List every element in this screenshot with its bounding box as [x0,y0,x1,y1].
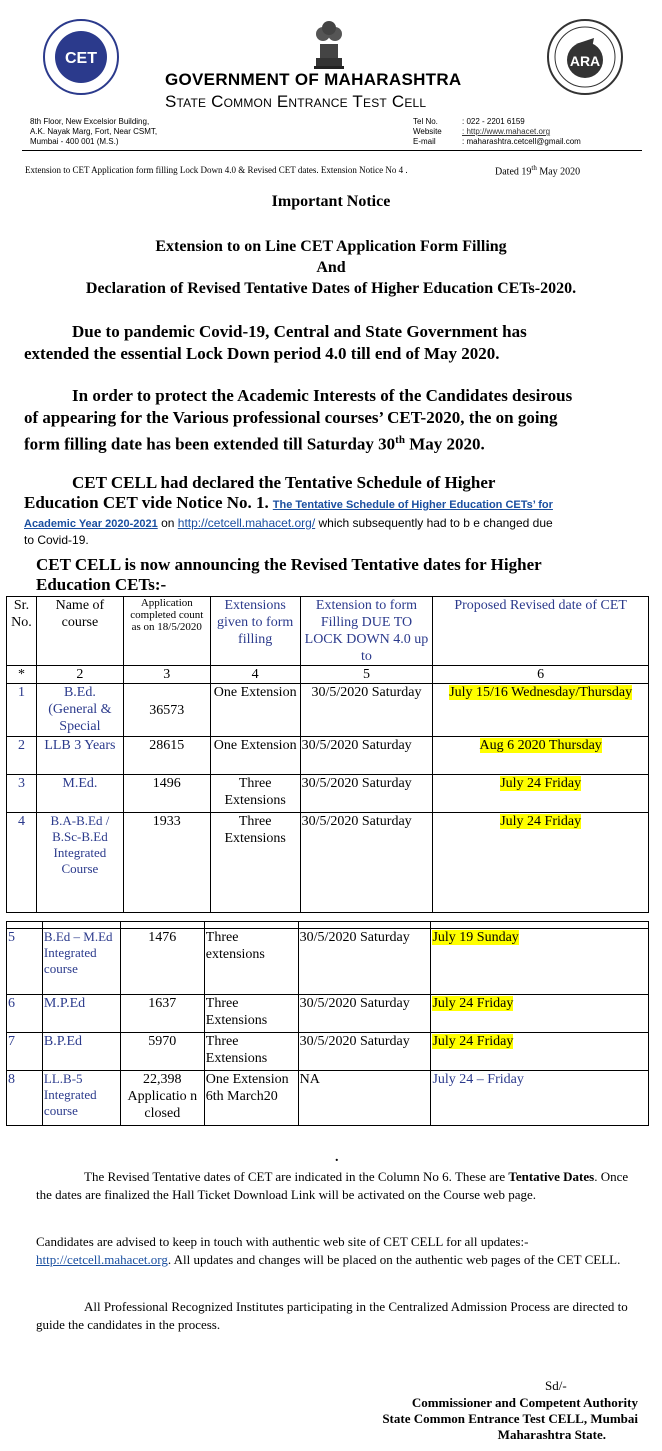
table-row: 5 B.Ed – M.Ed Integrated course 1476 Three extensions 30/5/2020 Saturday July 19 Sunday [7,929,649,995]
header-rule [22,150,642,151]
para-lockdown: Due to pandemic Covid-19, Central and State Government has extended the essential Lock Down period 4.0 till end of May 2020. [24,322,527,363]
org-subname: State Common Entrance Test Cell [165,92,427,111]
table-row: 2 LLB 3 Years 28615 One Extension 30/5/2020 Saturday Aug 6 2020 Thursday [7,737,649,775]
revised-date: July 19 Sunday [432,930,519,945]
notice-heading: Extension to on Line CET Application Form Filling And Declaration of Revised Tentative Dates of Higher Education CETs-2020. [85,238,577,297]
revised-date: July 24 Friday [500,814,582,829]
signature-block: Commissioner and Competent Authority State Common Entrance Test CELL, Mumbai Maharashtra State. [382,1395,638,1442]
ara-logo [546,18,624,96]
table-column-number-row: * 2 3 4 5 6 [7,666,649,684]
schedule-link-cont[interactable]: Academic Year 2020-2021 [24,518,158,530]
revised-date: July 15/16 Wednesday/Thursday [449,685,633,700]
table-row: 1 B.Ed. (General & Special 36573 One Extension 30/5/2020 Saturday July 15/16 Wednesday/Thursday [7,684,649,737]
reference-line: Extension to CET Application form filling Lock Down 4.0 & Revised CET dates. Extension Notice No 4 . [25,165,408,175]
cetcell-footer-link[interactable]: http://cetcell.mahacet.org [36,1252,168,1267]
revised-date: July 24 Friday [432,996,514,1011]
footer-updates: Candidates are advised to keep in touch with authentic web site of CET CELL for all updates:- http://cetcell.mahacet.org. All updates and changes will be placed on the authentic web pages of the CET CELL. [36,1234,621,1267]
footer-tentative: The Revised Tentative dates of CET are indicated in the Column No 6. These are Tentative Dates. Once the dates are finalized the Hall Ticket Download Link will be activated on the Course web page. [36,1169,629,1202]
separator-dot: . [335,1150,339,1165]
revised-date: Aug 6 2020 Thursday [479,738,602,753]
cet-logo [42,18,120,96]
cet-logo-text: CET [65,50,97,67]
notice-title: Important Notice [271,193,391,210]
contact-labels: Tel No. Website E-mail [413,117,442,146]
schedule-table-continued [6,921,649,1126]
table-row: 3 M.Ed. 1496 Three Extensions 30/5/2020 Saturday July 24 Friday [7,775,649,813]
para-announce: CET CELL is now announcing the Revised Tentative dates for Higher Education CETs:- [36,555,542,594]
org-name: GOVERNMENT OF MAHARASHTRA [165,70,462,89]
cetcell-link[interactable]: http://cetcell.mahacet.org/ [177,516,316,530]
revised-date: July 24 Friday [432,1034,514,1049]
office-address: 8th Floor, New Excelsior Building, A.K. Nayak Marg, Fort, Near CSMT, Mumbai - 400 001 (M.S.) [30,117,158,146]
contact-values: : 022 - 2201 6159 : http://www.mahacet.org : maharashtra.cetcell@gmail.com [462,117,581,146]
table-row: 8 LL.B-5 Integrated course 22,398 Applicatio n closed One Extension 6th March20 NA July 24 – Friday [7,1071,649,1126]
table-row: 6 M.P.Ed 1637 Three Extensions 30/5/2020 Saturday July 24 Friday [7,995,649,1033]
signature-sd: Sd/- [545,1378,567,1393]
table-row: 7 B.P.Ed 5970 Three Extensions 30/5/2020 Saturday July 24 Friday [7,1033,649,1071]
table-row: 4 B.A-B.Ed / B.Sc-B.Ed Integrated Course 1933 Three Extensions 30/5/2020 Saturday July 24 Friday [7,813,649,913]
dated: Dated 19th May 2020 [495,164,581,178]
footer-institutes: All Professional Recognized Institutes participating in the Centralized Admission Process are directed to guide the candidates in the process. [36,1299,628,1332]
table-header-row: Sr. No. Name of course Application completed count as on 18/5/2020 Extensions given to form filling Extension to form Filling DUE TO LOCK DOWN 4.0 up to Proposed Revised date of CET [7,597,649,666]
state-emblem-icon [308,14,350,70]
schedule-link[interactable]: The Tentative Schedule of Higher Education CETs’ for [272,499,553,511]
para-schedule: CET CELL had declared the Tentative Schedule of Higher Education CET vide Notice No. 1. The Tentative Schedule of Higher Education CETs’ for Academic Year 2020-2021 on http://cetcell.mahacet.org/ which subsequently had to b e changed due to Covid-19. [24,473,553,547]
revised-date: July 24 Friday [500,776,582,791]
schedule-table [6,596,649,913]
ara-logo-text: ARA [569,53,601,69]
para-extension: In order to protect the Academic Interests of the Candidates desirous of appearing for the Various professional courses’ CET-2020, the on going form filling date has been extended till Saturday 30th May 2020. [24,386,573,454]
